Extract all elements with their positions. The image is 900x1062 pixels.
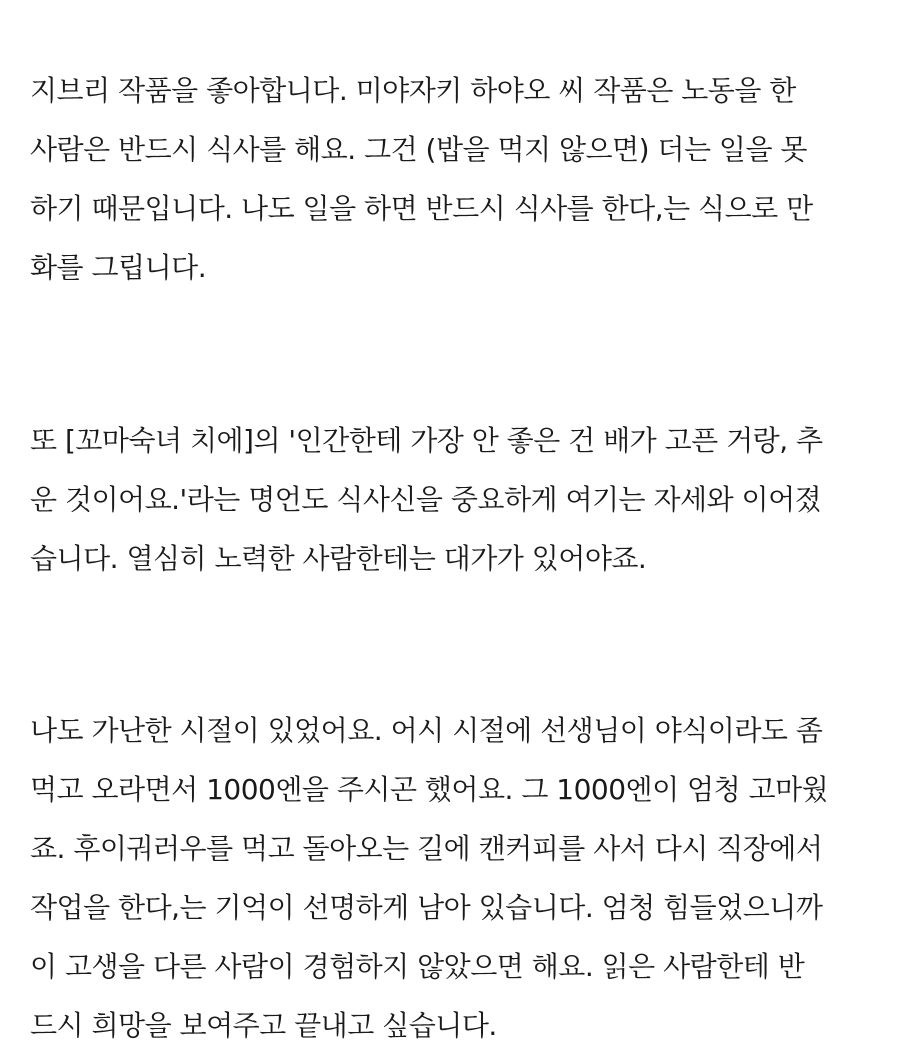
- paragraph-spacer: [30, 297, 880, 411]
- text-line: 운 것이어요.'라는 명언도 식사신을 중요하게 여기는 자세와 이어졌: [30, 483, 822, 516]
- paragraph-2: [30, 411, 880, 588]
- text-line: 지브리 작품을 좋아합니다. 미야자키 하야오 씨 작품은 노동을 한: [30, 74, 796, 107]
- text-line: 화를 그립니다.: [30, 251, 207, 284]
- text-line: 하기 때문입니다. 나도 일을 하면 반드시 식사를 한다,는 식으로 만: [30, 192, 813, 225]
- article-body: [30, 61, 880, 1055]
- text-line: 죠. 후이궈러우를 먹고 돌아오는 길에 캔커피를 사서 다시 직장에서: [30, 832, 823, 865]
- text-line: 먹고 오라면서 1000엔을 주시곤 했어요. 그 1000엔이 엄청 고마웠: [30, 773, 829, 806]
- text-line: 나도 가난한 시절이 있었어요. 어시 시절에 선생님이 야식이라도 좀: [30, 714, 823, 747]
- paragraph-1: [30, 61, 880, 297]
- text-line: 습니다. 열심히 노력한 사람한테는 대가가 있어야죠.: [30, 542, 647, 575]
- text-line: 사람은 반드시 식사를 해요. 그건 (밥을 먹지 않으면) 더는 일을 못: [30, 133, 807, 166]
- text-line: 작업을 한다,는 기억이 선명하게 남아 있습니다. 엄청 힘들었으니까: [30, 891, 823, 924]
- paragraph-spacer: [30, 588, 880, 701]
- paragraph-3: [30, 701, 880, 1055]
- text-line: 드시 희망을 보여주고 끝내고 싶습니다.: [30, 1009, 497, 1042]
- text-line: 이 고생을 다른 사람이 경험하지 않았으면 해요. 읽은 사람한테 반: [30, 950, 805, 983]
- text-line: 또 [꼬마숙녀 치에]의 '인간한테 가장 안 좋은 건 배가 고픈 거랑, 추: [30, 424, 823, 457]
